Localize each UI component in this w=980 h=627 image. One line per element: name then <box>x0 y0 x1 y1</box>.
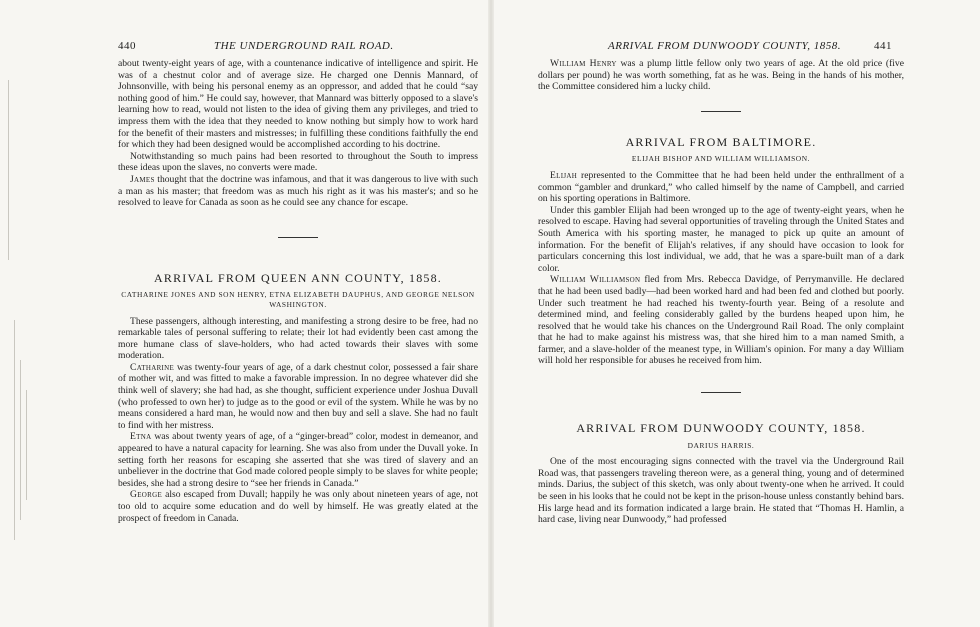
section-heading: ARRIVAL FROM QUEEN ANN COUNTY, 1858. <box>154 270 442 285</box>
section-subheading: DARIUS HARRIS. <box>687 440 755 450</box>
paragraph: One of the most encouraging signs connected with the travel via the Underground Rail Road was, that passengers traveling thereon were, as a general thing, young and of determined minds. Darius, the subject of this sketch, was only about twenty-one when he arrived. It could be seen in his looks that he could not be kept in the prison-house unless constantly behind bars. His large head and its formation indicated a large brain. He stated that “Thomas H. Hamlin, a hard case, living near Dunwoody,” had professed <box>538 456 904 526</box>
name-lead: William Williamson <box>550 274 641 286</box>
right-text-column <box>538 58 904 526</box>
right-page-title: ARRIVAL FROM DUNWOODY COUNTY, 1858. <box>608 40 842 52</box>
paragraph: Elijah represented to the Committee that he had been held under the enthrallment of a common “gambler and drunkard,” who called himself by the name of Campbell, and carried on his sporting operations in Baltimore. <box>538 169 904 205</box>
section-subheading: ELIJAH BISHOP AND WILLIAM WILLIAMSON. <box>631 154 811 164</box>
paragraph: George also escaped from Duvall; happily he was only about nineteen years of age, not too old to acquire some education and do well by himself. He was greatly elated at the prospect of freedom in Canada. <box>118 489 478 524</box>
paragraph: William Williamson fled from Mrs. Rebecca Davidge, of Perrymanville. He declared that he had been used badly—had been worked hard and had been fed and clothed but poorly. Under such treatment he had reached his twenty-fourth year. Being of a resolute and determined mind, and feeling considerably galled by the burdens heaped upon him, he resolved that he would take his chances on the Underground Rail Road. The only complaint that he had to make against his mistress was, that she hired him to a man named Smith, a farmer, and a slave-holder of the meanest type, in William's opinion. For many a day William will hold her responsible for abuses he received from him. <box>538 274 904 367</box>
name-lead: George <box>130 489 163 501</box>
paragraph: William Henry was a plump little fellow only two years of age. At the old price (five dollars per pound) he was worth something, fat as he was. Being in the hands of his mother, the Committee considered him a lucky child. <box>538 58 904 93</box>
paragraph: Etna was about twenty years of age, of a “ginger-bread” color, modest in demeanor, and appeared to have a natural capacity for learning. She was also from under the Duvall yoke. In setting forth her reasons for escaping she asserted that she was tired of slavery and an unbeliever in the doctrine that God made colored people simply to be slaves for white people; besides, she had a strong desire to “see her friends in Canada.” <box>118 431 478 489</box>
section-subheading: CATHARINE JONES AND SON HENRY, ETNA ELIZABETH DAUPHUS, AND GEORGE NELSON WASHINGTON. <box>121 290 475 309</box>
name-lead: William Henry <box>550 58 617 69</box>
right-page <box>494 0 980 627</box>
name-lead: Etna <box>130 431 152 443</box>
name-lead: Elijah <box>550 169 578 181</box>
paragraph: Under this gambler Elijah had been wronged up to the age of twenty-eight years, when he resolved to escape. Having had several opportunities of traveling through the United States and South America with his sporting master, he managed to pick up quite an amount of information. For the benefit of Elijah's relatives, if any should have occasion to look for particulars concerning this lost individual, we add, that he was a spare-built man of a dark color. <box>538 204 904 274</box>
section-separator <box>118 209 478 267</box>
section-heading: ARRIVAL FROM BALTIMORE. <box>625 134 817 149</box>
left-page-number: 440 <box>118 40 136 52</box>
paragraph: James thought that the doctrine was infamous, and that it was dangerous to live with such a man as his master; that freedom was as much his right as it was his master's; and so he resolved to leave for Canada as soon as he could see any chance for escape. <box>118 173 478 209</box>
left-text-column <box>118 58 478 524</box>
section-heading: ARRIVAL FROM DUNWOODY COUNTY, 1858. <box>576 421 866 436</box>
left-page <box>0 0 488 627</box>
name-lead: Catharine <box>130 361 175 373</box>
section-separator <box>538 367 904 417</box>
paragraph: about twenty-eight years of age, with a countenance indicative of intelligence and spirit. He was of a chestnut color and of average size. He charged one Dennis Mannard, of Johnsonville, with being his personal enemy as an oppressor, and added that he could “say nothing good of him.” He could say, however, that Mannard was bitterly opposed to a slave's learning how to read, would not listen to the idea of giving them any privileges, and tried to impress them with the idea that they needed to know nothing but simply how to work hard for the benefit of their masters and mistresses; in fulfilling these conditions faithfully the end for which they had been designed would be accomplished according to his doctrine. <box>118 58 478 151</box>
section-separator <box>538 93 904 131</box>
left-page-title: THE UNDERGROUND RAIL ROAD. <box>214 40 394 52</box>
name-lead: James <box>130 173 155 185</box>
paragraph: Catharine was twenty-four years of age, of a dark chestnut color, possessed a fair share of mother wit, and was fitted to make a favorable impression. In no degree whatever did she think well of slavery; she had had, as she thought, sufficient experience under Joshua Duvall (who professed to own her) to judge as to the good or evil of the system. While he was by no means considered a hard man, he would now and then buy and sell a slave. She had no fault to find with her mistress. <box>118 361 478 431</box>
right-page-number: 441 <box>874 40 892 52</box>
paragraph: These passengers, although interesting, and manifesting a strong desire to be free, had no remarkable tales of personal suffering to relate; their lot had evidently been cast among the more humane class of slave-holders, who had acted towards their slaves with some moderation. <box>118 315 478 362</box>
paragraph: Notwithstanding so much pains had been resorted to throughout the South to impress these ideas upon the slaves, no converts were made. <box>118 150 478 174</box>
